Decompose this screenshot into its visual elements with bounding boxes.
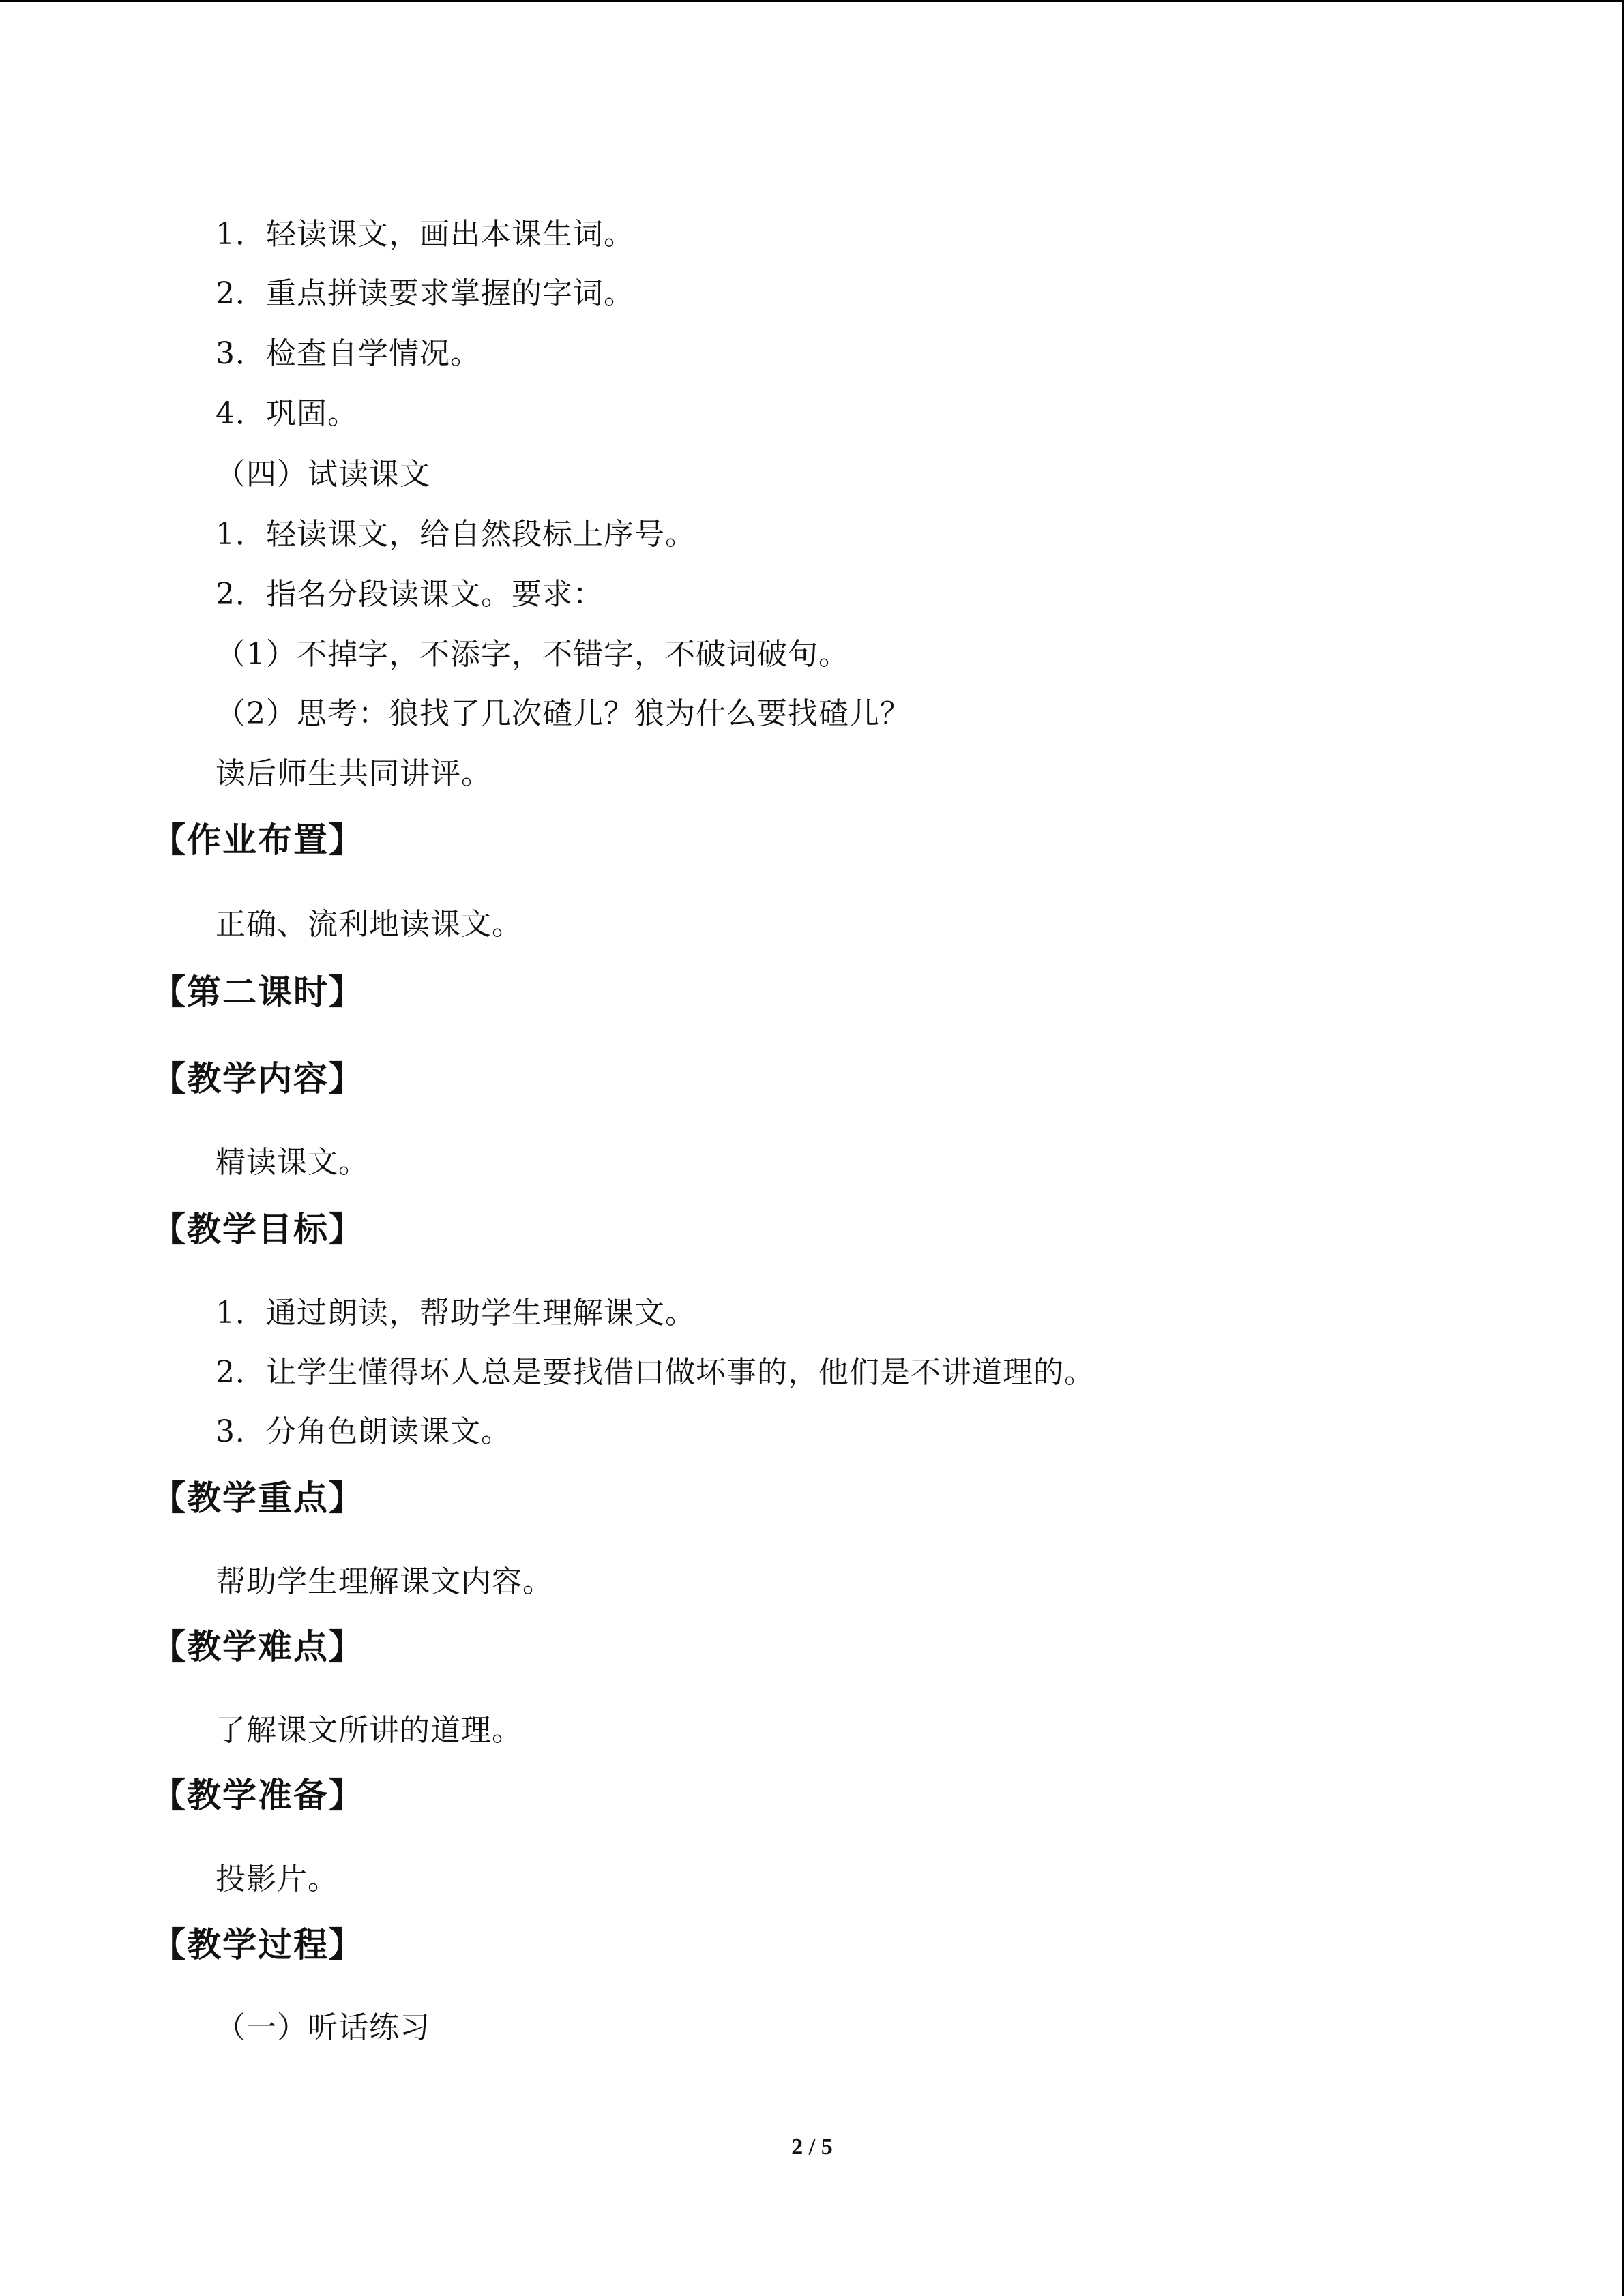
- section-heading-objectives: 【教学目标】: [151, 1210, 364, 1249]
- section-heading-difficulties: 【教学难点】: [151, 1627, 364, 1667]
- subsection-title-trial-reading: （四）试读课文: [216, 457, 430, 492]
- step-line-2: 2．重点拼读要求掌握的字词。: [216, 276, 634, 311]
- preparation-text: 投影片。: [216, 1862, 338, 1896]
- section-heading-second-lesson: 【第二课时】: [151, 972, 364, 1012]
- requirement-1: （1）不掉字，不添字，不错字，不破词破句。: [216, 637, 849, 672]
- objective-3: 3．分角色朗读课文。: [216, 1414, 512, 1449]
- section-heading-key-points: 【教学重点】: [151, 1478, 364, 1518]
- homework-text: 正确、流利地读课文。: [216, 907, 522, 942]
- step-line-1: 1．轻读课文，画出本课生词。: [216, 217, 634, 252]
- objective-2: 2．让学生懂得坏人总是要找借口做坏事的，他们是不讲道理的。: [216, 1355, 1095, 1390]
- content-text: 精读课文。: [216, 1145, 369, 1180]
- section-heading-process: 【教学过程】: [151, 1925, 364, 1965]
- review-note: 读后师生共同讲评。: [216, 756, 492, 791]
- page-number: 2 / 5: [791, 2134, 833, 2160]
- section-heading-preparation: 【教学准备】: [151, 1776, 364, 1815]
- trial-step-1: 1．轻读课文，给自然段标上序号。: [216, 517, 696, 552]
- section-heading-content: 【教学内容】: [151, 1059, 364, 1099]
- step-line-3: 3．检查自学情况。: [216, 336, 481, 371]
- process-step-listening: （一）听话练习: [216, 2010, 430, 2045]
- trial-step-2: 2．指名分段读课文。要求：: [216, 577, 604, 612]
- key-points-text: 帮助学生理解课文内容。: [216, 1564, 553, 1599]
- objective-1: 1．通过朗读，帮助学生理解课文。: [216, 1296, 696, 1330]
- step-line-4: 4．巩固。: [216, 396, 358, 431]
- difficulties-text: 了解课文所讲的道理。: [216, 1713, 522, 1748]
- section-heading-homework: 【作业布置】: [151, 820, 364, 860]
- requirement-2: （2）思考：狼找了几次碴儿？狼为什么要找碴儿？: [216, 696, 911, 731]
